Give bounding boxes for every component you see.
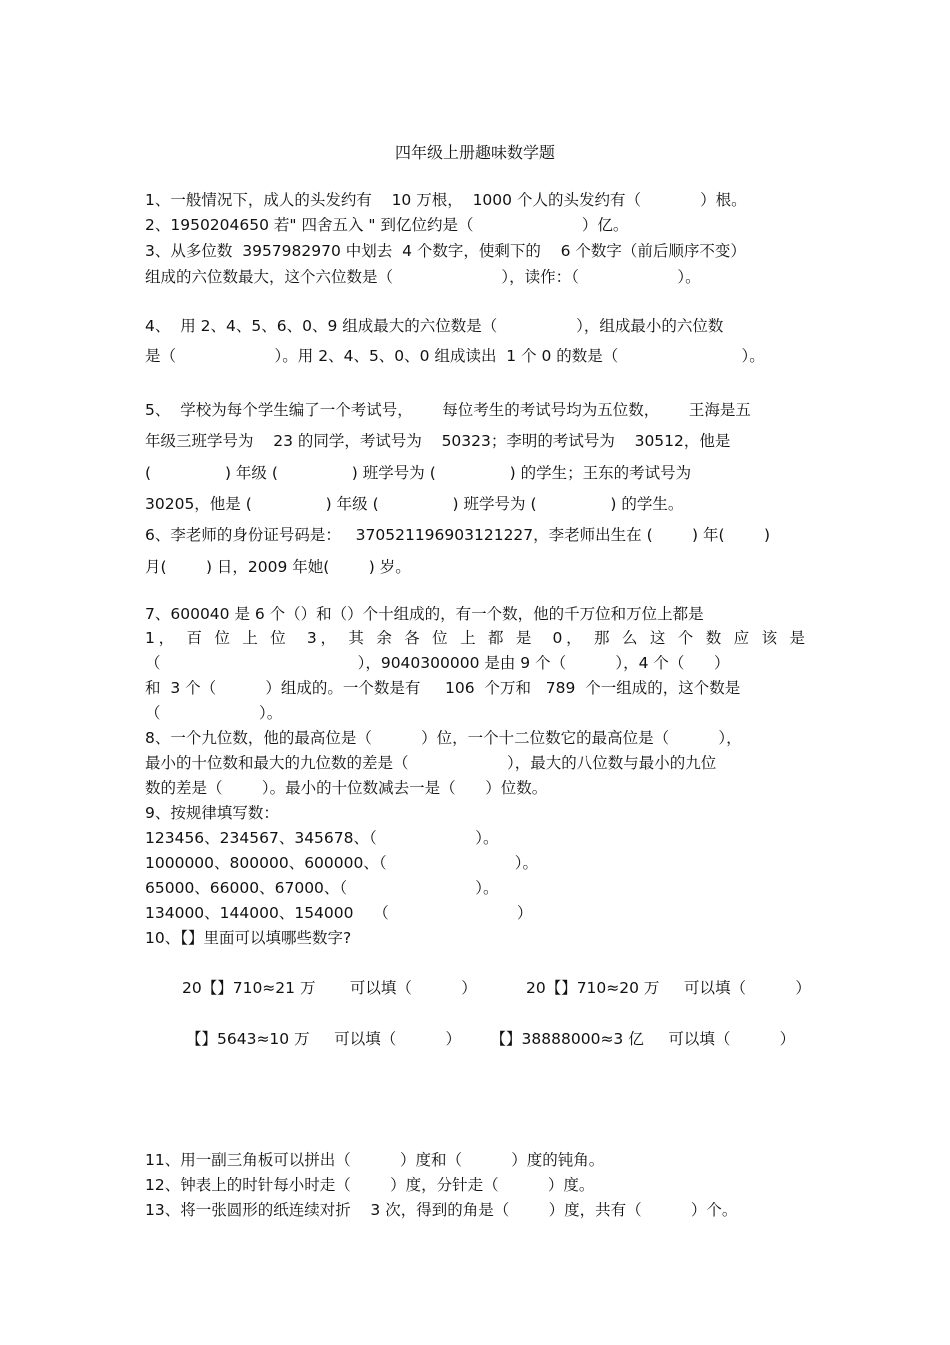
question-10-heading: 10、【】里面可以填哪些数字? (145, 929, 352, 947)
question-7-line-5: （ ）。 (145, 704, 283, 722)
question-4-line-2: 是（ ）。用 2、4、5、0、0 组成读出 1 个 0 的数是（ ）。 (145, 347, 765, 365)
question-2: 2、1950204650 若" 四舍五入 " 到亿位约是（ ）亿。 (145, 216, 629, 234)
question-3-line-1: 3、从多位数 3957982970 中划去 4 个数字，使剩下的 6 个数字（前后顺序不变） (145, 242, 746, 260)
question-9-row-2: 1000000、800000、600000、（ ）。 (145, 854, 538, 872)
question-8-line-2: 最小的十位数和最大的九位数的差是（ ），最大的八位数与最小的九位 (145, 754, 717, 772)
question-9-row-4: 134000、144000、154000 （ ） (145, 904, 533, 922)
question-12: 12、钟表上的时针每小时走（ ）度，分针走（ ）度。 (145, 1176, 595, 1194)
question-7-line-3: （ ），9040300000 是由 9 个（ ），4 个（ ） (145, 654, 730, 672)
question-5-line-4: 30205，他是 ( ) 年级 ( ) 班学号为 ( ) 的学生。 (145, 495, 684, 513)
question-7-line-4: 和 3 个（ ）组成的。一个数是有 106 个万和 789 个一组成的，这个数是 (145, 679, 741, 697)
question-11: 11、用一副三角板可以拼出（ ）度和（ ）度的钝角。 (145, 1151, 605, 1169)
question-8-line-3: 数的差是（ ）。最小的十位数减去一是（ ）位数。 (145, 779, 548, 797)
question-9-heading: 9、按规律填写数： (145, 804, 279, 822)
question-3-line-2: 组成的六位数最大，这个六位数是（ ），读作：（ ）。 (145, 268, 701, 286)
page-title: 四年级上册趣味数学题 (394, 143, 555, 162)
question-8-line-1: 8、一个九位数，他的最高位是（ ）位，一个十二位数它的最高位是（ ）， (145, 729, 742, 747)
question-10-row-2: 【】5643≈10 万 可以填（ ） 【】38888000≈3 亿 可以填（ ） (186, 1030, 796, 1048)
question-7-line-1: 7、600040 是 6 个（）和（）个十组成的，有一个数，他的千万位和万位上都是 (145, 605, 704, 623)
question-1: 1、一般情况下，成人的头发约有 10 万根， 1000 个人的头发约有（ ）根。 (145, 191, 747, 209)
question-5-line-1: 5、 学校为每个学生编了一个考试号， 每位考生的考试号均为五位数， 王海是五 (145, 401, 751, 419)
question-4-line-1: 4、 用 2、4、5、6、0、9 组成最大的六位数是（ ），组成最小的六位数 (145, 317, 724, 335)
question-5-line-3: ( ) 年级 ( ) 班学号为 ( ) 的学生；王东的考试号为 (145, 464, 692, 482)
question-7-line-2: 1， 百 位 上 位 3， 其 余 各 位 上 都 是 0， 那 么 这 个 数 应 该 是 (145, 629, 805, 647)
question-13: 13、将一张圆形的纸连续对折 3 次，得到的角是（ ）度，共有（ ）个。 (145, 1201, 738, 1219)
question-6-line-2: 月( ) 日，2009 年她( ) 岁。 (145, 558, 411, 576)
question-6-line-1: 6、李老师的身份证号码是： 370521196903121227，李老师出生在 ( ) 年( ) (145, 526, 771, 544)
question-5-line-2: 年级三班学号为 23 的同学，考试号为 50323；李明的考试号为 30512，他是 (145, 432, 731, 450)
question-9-row-1: 123456、234567、345678、（ ）。 (145, 829, 499, 847)
question-9-row-3: 65000、66000、67000、（ ）。 (145, 879, 499, 897)
question-10-row-1: 20【】710≈21 万 可以填（ ） 20【】710≈20 万 可以填（ ） (182, 979, 811, 997)
